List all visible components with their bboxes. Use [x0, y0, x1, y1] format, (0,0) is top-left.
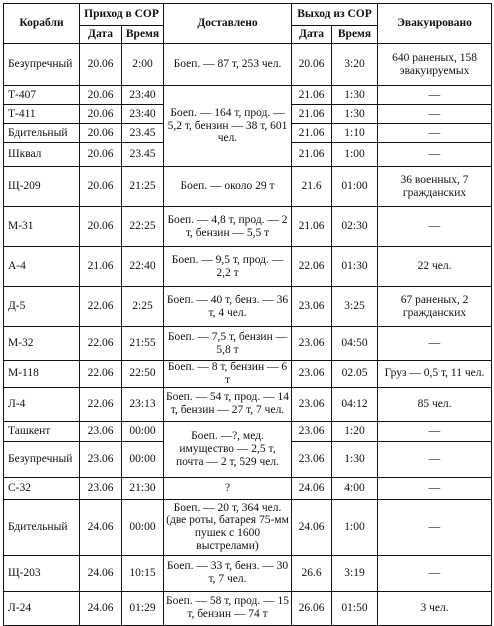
arrival-time-cell: 2:25 — [122, 287, 164, 327]
evacuated-cell: — — [378, 124, 492, 143]
departure-date-cell: 22.06 — [292, 247, 332, 287]
ship-cell: М-32 — [4, 327, 80, 361]
arrival-date-cell: 23.06 — [80, 421, 122, 441]
evacuated-cell: — — [378, 441, 492, 477]
header-ships: Корабли — [4, 4, 80, 44]
delivered-cell: Боеп. — 33 т, бенз. — 30 т, 7 чел. — [164, 555, 292, 591]
table-row — [4, 167, 492, 207]
ship-cell: Т-411 — [4, 105, 80, 124]
departure-date-cell: 21.06 — [292, 207, 332, 247]
arrival-time-cell: 2:00 — [122, 44, 164, 86]
evacuated-cell: 67 раненых, 2 гражданских — [378, 287, 492, 327]
departure-date-cell: 23.06 — [292, 387, 332, 421]
ship-cell: Бдительный — [4, 499, 80, 555]
ship-cell: Безупречный — [4, 441, 80, 477]
arrival-time-cell: 21:25 — [122, 167, 164, 207]
arrival-date-cell: 24.06 — [80, 499, 122, 555]
ship-cell: М-118 — [4, 361, 80, 388]
departure-date-cell: 24.06 — [292, 499, 332, 555]
arrival-time-cell: 21:30 — [122, 477, 164, 499]
header-arrival-time: Время — [122, 26, 164, 44]
ship-cell: Безупречный — [4, 44, 80, 86]
evacuated-cell: — — [378, 143, 492, 167]
departure-time-cell: 1:30 — [332, 441, 378, 477]
departure-date-cell: 23.06 — [292, 421, 332, 441]
header-departure: Выход из СОР — [292, 4, 378, 26]
departure-time-cell: 1:30 — [332, 86, 378, 105]
evacuated-cell: 36 военных, 7 гражданских — [378, 167, 492, 207]
delivered-cell: Боеп. — 87 т, 253 чел. — [164, 44, 292, 86]
departure-date-cell: 23.06 — [292, 361, 332, 388]
arrival-date-cell: 22.06 — [80, 287, 122, 327]
departure-time-cell: 4:00 — [332, 477, 378, 499]
departure-date-cell: 20.06 — [292, 44, 332, 86]
delivered-cell: Боеп. —?, мед. имущество — 2,5 т, почта — 2 т, 529 чел. — [164, 421, 292, 477]
table-row — [4, 477, 492, 499]
departure-time-cell: 02:30 — [332, 207, 378, 247]
arrival-time-cell: 23:40 — [122, 105, 164, 124]
departure-date-cell: 21.06 — [292, 86, 332, 105]
arrival-time-cell: 23.45 — [122, 124, 164, 143]
departure-date-cell: 21.6 — [292, 167, 332, 207]
evacuated-cell: 3 чел. — [378, 591, 492, 625]
departure-date-cell: 26.6 — [292, 555, 332, 591]
arrival-date-cell: 21.06 — [80, 247, 122, 287]
delivered-cell: Боеп. — 54 т, прод. — 14 т, бензин — 27 т, 7 чел. — [164, 387, 292, 421]
departure-time-cell: 04:50 — [332, 327, 378, 361]
arrival-time-cell: 22:40 — [122, 247, 164, 287]
evacuated-cell: — — [378, 421, 492, 441]
departure-date-cell: 24.06 — [292, 477, 332, 499]
departure-time-cell: 1:00 — [332, 499, 378, 555]
departure-time-cell: 1:20 — [332, 421, 378, 441]
arrival-date-cell: 23.06 — [80, 477, 122, 499]
evacuated-cell: — — [378, 477, 492, 499]
departure-time-cell: 04:12 — [332, 387, 378, 421]
ship-cell: Т-407 — [4, 86, 80, 105]
arrival-time-cell: 00:00 — [122, 421, 164, 441]
header-evacuated: Эвакуировано — [378, 4, 492, 44]
convoy-table — [3, 3, 492, 626]
evacuated-cell: — — [378, 86, 492, 105]
arrival-date-cell: 23.06 — [80, 441, 122, 477]
arrival-time-cell: 23:13 — [122, 387, 164, 421]
arrival-time-cell: 21:55 — [122, 327, 164, 361]
departure-date-cell: 23.06 — [292, 287, 332, 327]
arrival-time-cell: 22:50 — [122, 361, 164, 388]
departure-time-cell: 3:25 — [332, 287, 378, 327]
ship-cell: С-32 — [4, 477, 80, 499]
departure-date-cell: 21.06 — [292, 124, 332, 143]
evacuated-cell: 85 чел. — [378, 387, 492, 421]
departure-date-cell: 21.06 — [292, 105, 332, 124]
delivered-cell: Боеп. — 8 т, бензин — 6 т — [164, 361, 292, 388]
evacuated-cell: 640 раненых, 158 эвакуируемых — [378, 44, 492, 86]
arrival-time-cell: 00:00 — [122, 441, 164, 477]
arrival-date-cell: 20.06 — [80, 124, 122, 143]
evacuated-cell: — — [378, 327, 492, 361]
departure-date-cell: 23.06 — [292, 441, 332, 477]
delivered-cell: ? — [164, 477, 292, 499]
departure-time-cell: 01:00 — [332, 167, 378, 207]
header-delivered: Доставлено — [164, 4, 292, 44]
departure-time-cell: 1:10 — [332, 124, 378, 143]
arrival-date-cell: 22.06 — [80, 361, 122, 388]
arrival-date-cell: 20.06 — [80, 105, 122, 124]
evacuated-cell: — — [378, 499, 492, 555]
departure-date-cell: 21.06 — [292, 143, 332, 167]
header-departure-time: Время — [332, 26, 378, 44]
arrival-time-cell: 00:00 — [122, 499, 164, 555]
ship-cell: Бдительный — [4, 124, 80, 143]
arrival-time-cell: 01:29 — [122, 591, 164, 625]
ship-cell: Щ-209 — [4, 167, 80, 207]
table-row — [4, 361, 492, 388]
departure-time-cell: 1:00 — [332, 143, 378, 167]
ship-cell: М-31 — [4, 207, 80, 247]
table-row — [4, 555, 492, 591]
arrival-date-cell: 22.06 — [80, 387, 122, 421]
header-arrival: Приход в СОР — [80, 4, 164, 26]
departure-time-cell: 02.05 — [332, 361, 378, 388]
table-row — [4, 287, 492, 327]
ship-cell: Л-4 — [4, 387, 80, 421]
arrival-date-cell: 20.06 — [80, 44, 122, 86]
ship-cell: А-4 — [4, 247, 80, 287]
departure-time-cell: 01:30 — [332, 247, 378, 287]
delivered-cell: Боеп. — 7,5 т, бензин — 5,8 т — [164, 327, 292, 361]
arrival-time-cell: 10:15 — [122, 555, 164, 591]
ship-cell: Щ-203 — [4, 555, 80, 591]
arrival-time-cell: 22:25 — [122, 207, 164, 247]
departure-time-cell: 3:20 — [332, 44, 378, 86]
table-row — [4, 86, 492, 105]
ship-cell: Д-5 — [4, 287, 80, 327]
table-row — [4, 421, 492, 441]
arrival-date-cell: 22.06 — [80, 327, 122, 361]
departure-date-cell: 26.06 — [292, 591, 332, 625]
evacuated-cell: Груз — 0,5 т, 11 чел. — [378, 361, 492, 388]
departure-time-cell: 1:30 — [332, 105, 378, 124]
arrival-date-cell: 24.06 — [80, 591, 122, 625]
departure-date-cell: 23.06 — [292, 327, 332, 361]
delivered-cell: Боеп. — 4,8 т, прод. — 2 т, бензин — 5,5 т — [164, 207, 292, 247]
table-row — [4, 44, 492, 86]
evacuated-cell: — — [378, 105, 492, 124]
ship-cell: Ташкент — [4, 421, 80, 441]
header-arrival-date: Дата — [80, 26, 122, 44]
arrival-date-cell: 20.06 — [80, 207, 122, 247]
table-row — [4, 247, 492, 287]
header-departure-date: Дата — [292, 26, 332, 44]
departure-time-cell: 3:19 — [332, 555, 378, 591]
table-row — [4, 387, 492, 421]
table-row — [4, 591, 492, 625]
table-row — [4, 327, 492, 361]
delivered-cell: Боеп. — 58 т, прод. — 15 т, бензин — 74 т — [164, 591, 292, 625]
table-row — [4, 207, 492, 247]
delivered-cell: Боеп. — 40 т, бенз. — 36 т, 4 чел. — [164, 287, 292, 327]
delivered-cell: Боеп. — 20 т, 364 чел. (две роты, батарея 75-мм пушек с 1600 выстрелами) — [164, 499, 292, 555]
evacuated-cell: — — [378, 555, 492, 591]
delivered-cell: Боеп. — 9,5 т, прод. — 2,2 т — [164, 247, 292, 287]
arrival-date-cell: 20.06 — [80, 143, 122, 167]
delivered-cell: Боеп. — около 29 т — [164, 167, 292, 207]
evacuated-cell: — — [378, 207, 492, 247]
evacuated-cell: 22 чел. — [378, 247, 492, 287]
arrival-date-cell: 20.06 — [80, 86, 122, 105]
arrival-date-cell: 24.06 — [80, 555, 122, 591]
table-row — [4, 499, 492, 555]
ship-cell: Л-24 — [4, 591, 80, 625]
arrival-date-cell: 20.06 — [80, 167, 122, 207]
arrival-time-cell: 23:40 — [122, 86, 164, 105]
ship-cell: Шквал — [4, 143, 80, 167]
arrival-time-cell: 23.45 — [122, 143, 164, 167]
departure-time-cell: 01:50 — [332, 591, 378, 625]
delivered-cell: Боеп. — 164 т, прод. — 5,2 т, бензин — 38 т, 601 чел. — [164, 86, 292, 167]
